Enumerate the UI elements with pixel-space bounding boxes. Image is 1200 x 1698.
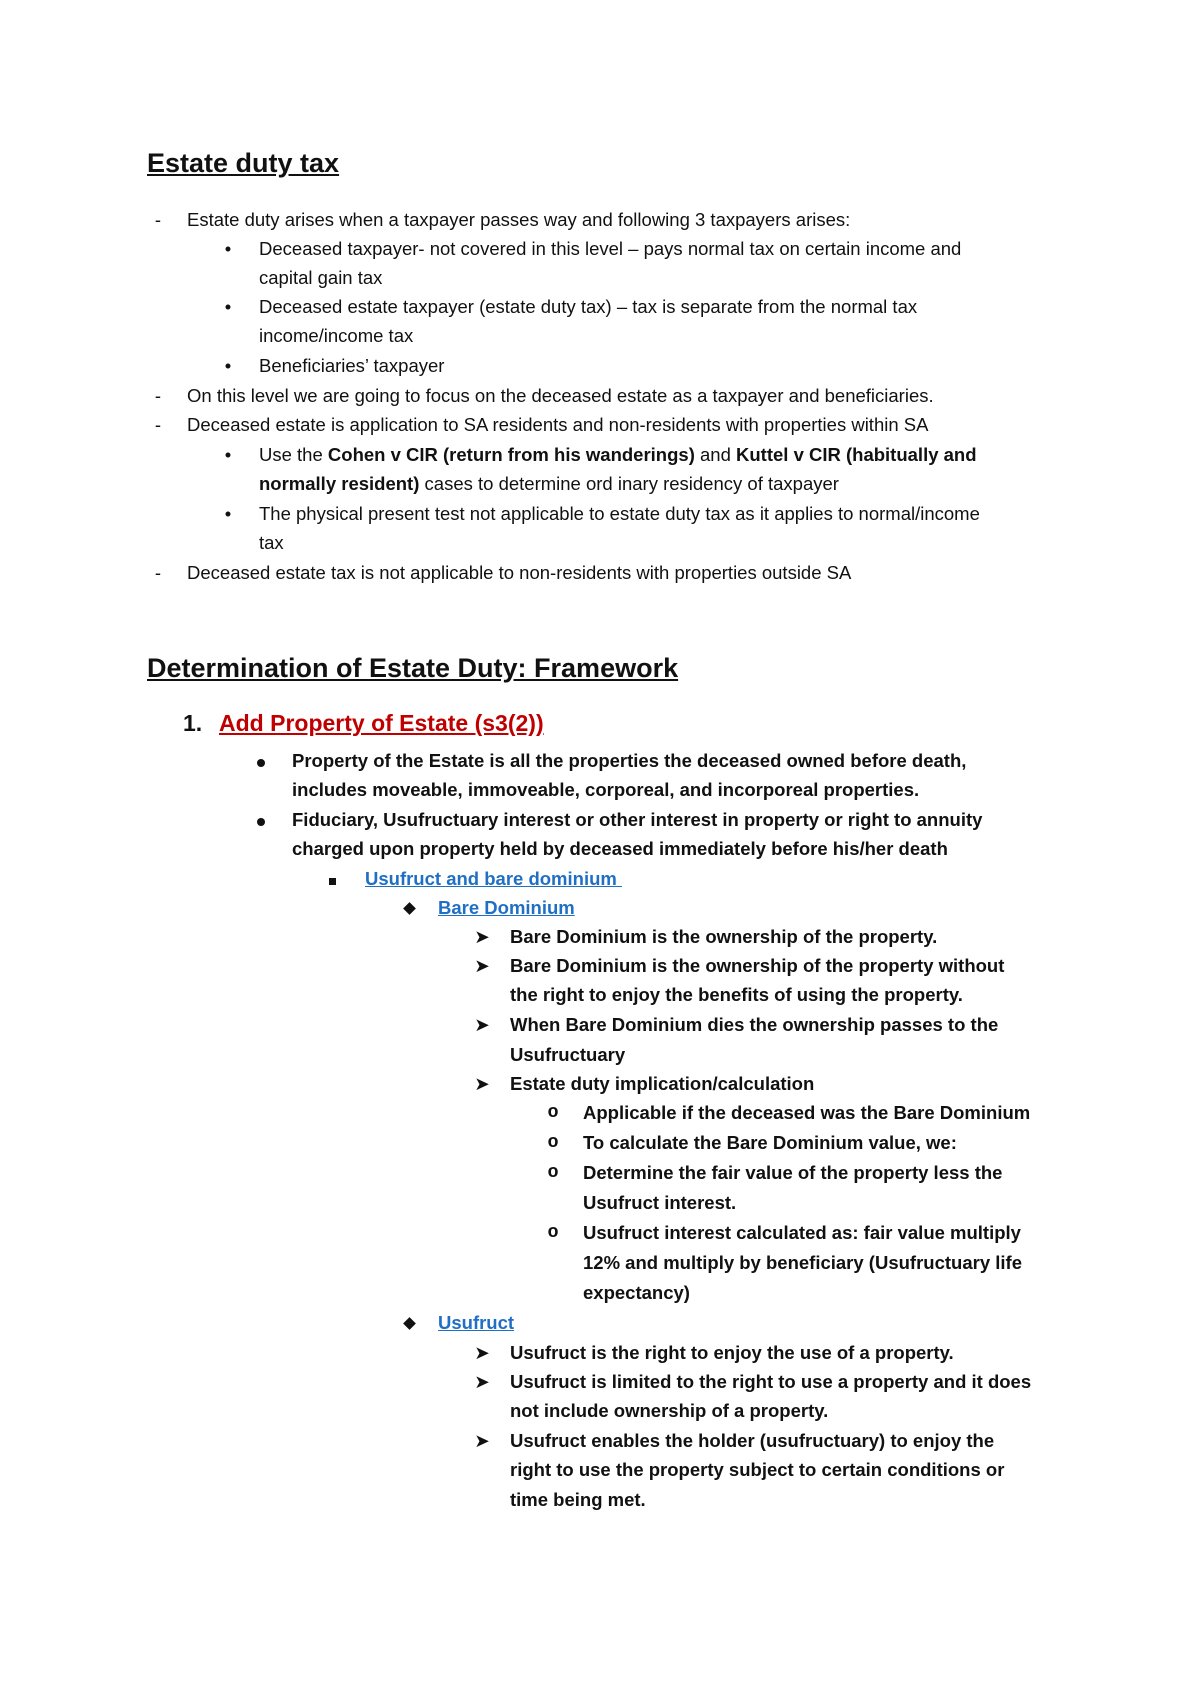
list-item-text: 12% and multiply by beneficiary (Usufructuary life xyxy=(583,1252,1022,1273)
dash-bullet: - xyxy=(154,414,162,435)
arrowhead-icon: ➤ xyxy=(474,1342,490,1363)
usufruct-link[interactable]: Usufruct xyxy=(438,1312,515,1333)
list-item-text: normally resident) cases to determine ord inary residency of taxpayer xyxy=(259,473,839,494)
circle-bullet-icon: o xyxy=(547,1132,559,1153)
list-item-text: Usufruct is limited to the right to use a property and it does xyxy=(510,1371,1032,1392)
list-item-text: the right to enjoy the benefits of using the property. xyxy=(510,984,963,1005)
list-item-text: Deceased taxpayer- not covered in this level – pays normal tax on certain income and xyxy=(259,238,962,259)
list-item-text: Bare Dominium is the ownership of the property without xyxy=(510,955,1005,976)
arrowhead-icon: ➤ xyxy=(474,926,490,947)
circle-bullet-icon: o xyxy=(547,1102,559,1123)
bullet-dot-icon: • xyxy=(224,238,232,259)
list-item-text: Usufruct interest. xyxy=(583,1192,737,1213)
list-item-text: Deceased estate taxpayer (estate duty tax) – tax is separate from the normal tax xyxy=(259,296,918,317)
section-title: Add Property of Estate (s3(2)) xyxy=(219,710,544,736)
bullet-dot-icon: • xyxy=(224,296,232,317)
bullet-dot-icon: • xyxy=(224,444,232,465)
list-item-text: Usufructuary xyxy=(510,1044,626,1065)
list-item-text: Bare Dominium is the ownership of the property. xyxy=(510,926,938,947)
list-item-text: Use the Cohen v CIR (return from his wanderings) and Kuttel v CIR (habitually and xyxy=(259,444,977,465)
section-number: 1. xyxy=(183,710,203,736)
bullet-dot-icon xyxy=(255,815,267,826)
list-item-text: Estate duty arises when a taxpayer passes way and following 3 taxpayers arises: xyxy=(187,209,851,230)
list-item-text: capital gain tax xyxy=(259,267,383,288)
arrowhead-icon: ➤ xyxy=(474,1014,490,1035)
square-bullet-icon xyxy=(326,875,338,885)
subsection-link[interactable]: Usufruct and bare dominium xyxy=(365,868,622,889)
arrowhead-icon: ➤ xyxy=(474,955,490,976)
list-item-text: Determine the fair value of the property less the xyxy=(583,1162,1003,1183)
list-item-text: Deceased estate tax is not applicable to non-residents with properties outside SA xyxy=(187,562,852,583)
list-item-text: tax xyxy=(259,532,284,553)
section-heading: Determination of Estate Duty: Framework xyxy=(147,653,679,683)
list-item-text: charged upon property held by deceased immediately before his/her death xyxy=(292,838,948,859)
circle-bullet-icon: o xyxy=(547,1222,559,1243)
diamond-bullet-icon xyxy=(402,1317,416,1328)
arrowhead-icon: ➤ xyxy=(474,1430,490,1451)
list-item-text: expectancy) xyxy=(583,1282,690,1303)
list-item-text: To calculate the Bare Dominium value, we: xyxy=(583,1132,957,1153)
list-item-text: Property of the Estate is all the properties the deceased owned before death, xyxy=(292,750,967,771)
list-item-text: includes moveable, immoveable, corporeal, and incorporeal properties. xyxy=(292,779,920,800)
page-title: Estate duty tax xyxy=(147,148,340,178)
list-item-text: not include ownership of a property. xyxy=(510,1400,829,1421)
list-item-text: When Bare Dominium dies the ownership passes to the xyxy=(510,1014,999,1035)
list-item-text: Usufruct enables the holder (usufructuary) to enjoy the xyxy=(510,1430,995,1451)
bullet-dot-icon xyxy=(255,756,267,767)
list-item-text: Applicable if the deceased was the Bare Dominium xyxy=(583,1102,1031,1123)
list-item-text: right to use the property subject to certain conditions or xyxy=(510,1459,1005,1480)
numbered-section-title xyxy=(183,710,544,737)
list-item-text: Usufruct is the right to enjoy the use of a property. xyxy=(510,1342,954,1363)
bare-dominium-link[interactable]: Bare Dominium xyxy=(438,897,575,918)
list-item-text: Beneficiaries’ taxpayer xyxy=(259,355,445,376)
arrowhead-icon: ➤ xyxy=(474,1371,490,1392)
arrowhead-icon: ➤ xyxy=(474,1073,490,1094)
list-item-text: Fiduciary, Usufructuary interest or other interest in property or right to annuity xyxy=(292,809,983,830)
list-item-text: time being met. xyxy=(510,1489,646,1510)
bullet-dot-icon: • xyxy=(224,355,232,376)
circle-bullet-icon: o xyxy=(547,1162,559,1183)
list-item-text: Deceased estate is application to SA residents and non-residents with properties within SA xyxy=(187,414,929,435)
diamond-bullet-icon xyxy=(402,902,416,913)
dash-bullet: - xyxy=(154,385,162,406)
bullet-dot-icon: • xyxy=(224,503,232,524)
list-item-text: On this level we are going to focus on the deceased estate as a taxpayer and beneficiaries. xyxy=(187,385,934,406)
dash-bullet: - xyxy=(154,209,162,230)
list-item-text: Usufruct interest calculated as: fair value multiply xyxy=(583,1222,1021,1243)
list-item-text: The physical present test not applicable to estate duty tax as it applies to normal/income xyxy=(259,503,980,524)
list-item-text: income/income tax xyxy=(259,325,414,346)
dash-bullet: - xyxy=(154,562,162,583)
list-item-text: Estate duty implication/calculation xyxy=(510,1073,815,1094)
